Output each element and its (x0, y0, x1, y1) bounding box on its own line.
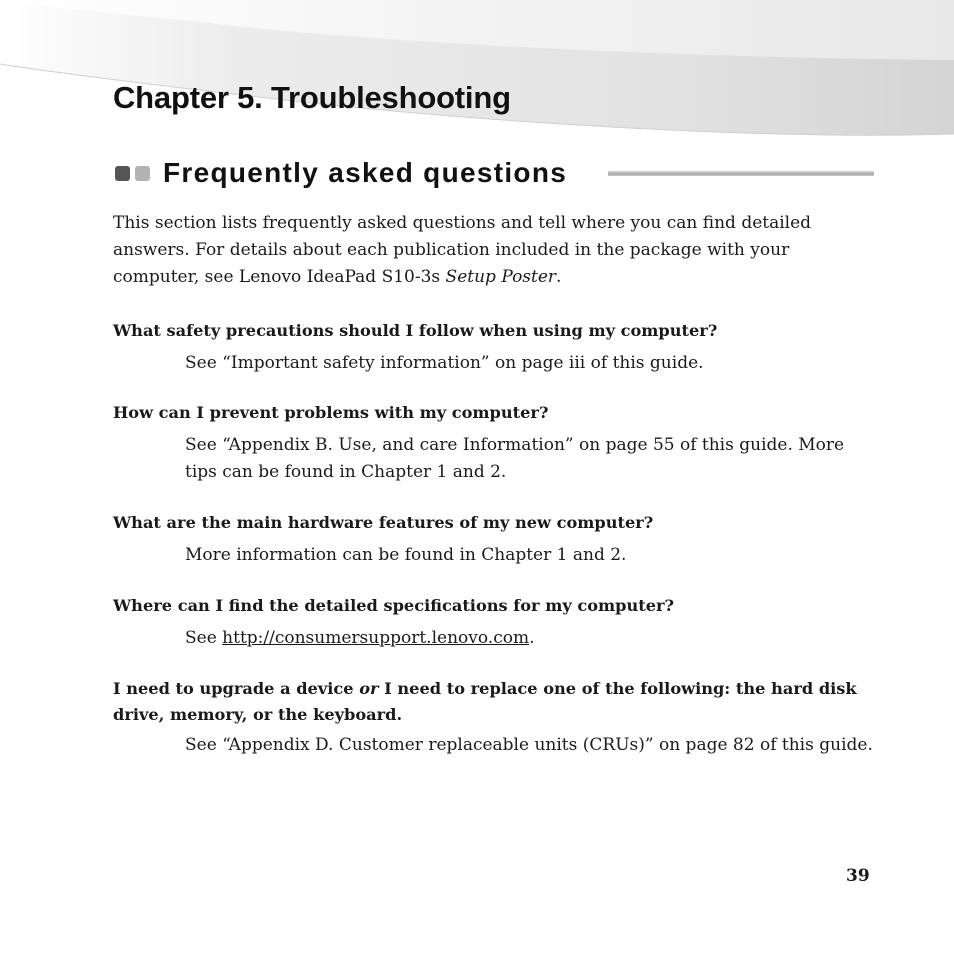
faq-question-4: Where can I find the detailed specifications for my computer? (113, 596, 675, 615)
faq-answer-4-suffix: . (529, 628, 535, 648)
faq-question-2: How can I prevent problems with my computer? (113, 403, 549, 422)
intro-italic: Setup Poster (445, 267, 557, 287)
support-link[interactable]: http://consumersupport.lenovo.com (222, 628, 530, 648)
intro-text: This section lists frequently asked questions and tell where you can find detailed answers. For details about each publication included in the package with your computer, see Lenovo IdeaPad S10-3s (113, 213, 812, 287)
bullet-square-light-icon (135, 166, 150, 181)
faq-answer-4 (185, 625, 878, 652)
faq-answer-4-prefix: See (185, 628, 223, 648)
faq-answer-5: See “Appendix D. Customer replaceable units (CRUs)” on page 82 of this guide. (185, 735, 873, 755)
chapter-title: Chapter 5. Troubleshooting (113, 80, 511, 115)
bullet-square-dark-icon (115, 166, 130, 181)
intro-paragraph (113, 210, 878, 291)
faq-question-5-or: or (359, 679, 379, 698)
faq-answer-1: See “Important safety information” on page iii of this guide. (185, 353, 704, 373)
faq-content (113, 210, 878, 759)
faq-question-3: What are the main hardware features of my new computer? (113, 513, 654, 532)
section-heading (113, 153, 874, 193)
faq-question-1: What safety precautions should I follow when using my computer? (113, 321, 718, 340)
page-number: 39 (846, 866, 870, 886)
faq-question-5-part2: I need to replace one of the following: the hard disk drive, memory, or the keyboard. (113, 679, 857, 724)
header-swoosh-graphic (0, 0, 954, 140)
faq-answer-2: See “Appendix B. Use, and care Information” on page 55 of this guide. More tips can be found in Chapter 1 and 2. (185, 435, 845, 482)
intro-end: . (556, 267, 562, 287)
faq-answer-3: More information can be found in Chapter 1 and 2. (185, 545, 627, 565)
faq-question-5 (113, 676, 878, 728)
section-rule (608, 171, 874, 176)
faq-question-5-part1: I need to upgrade a device (113, 679, 360, 698)
section-title: Frequently asked questions (163, 157, 568, 188)
